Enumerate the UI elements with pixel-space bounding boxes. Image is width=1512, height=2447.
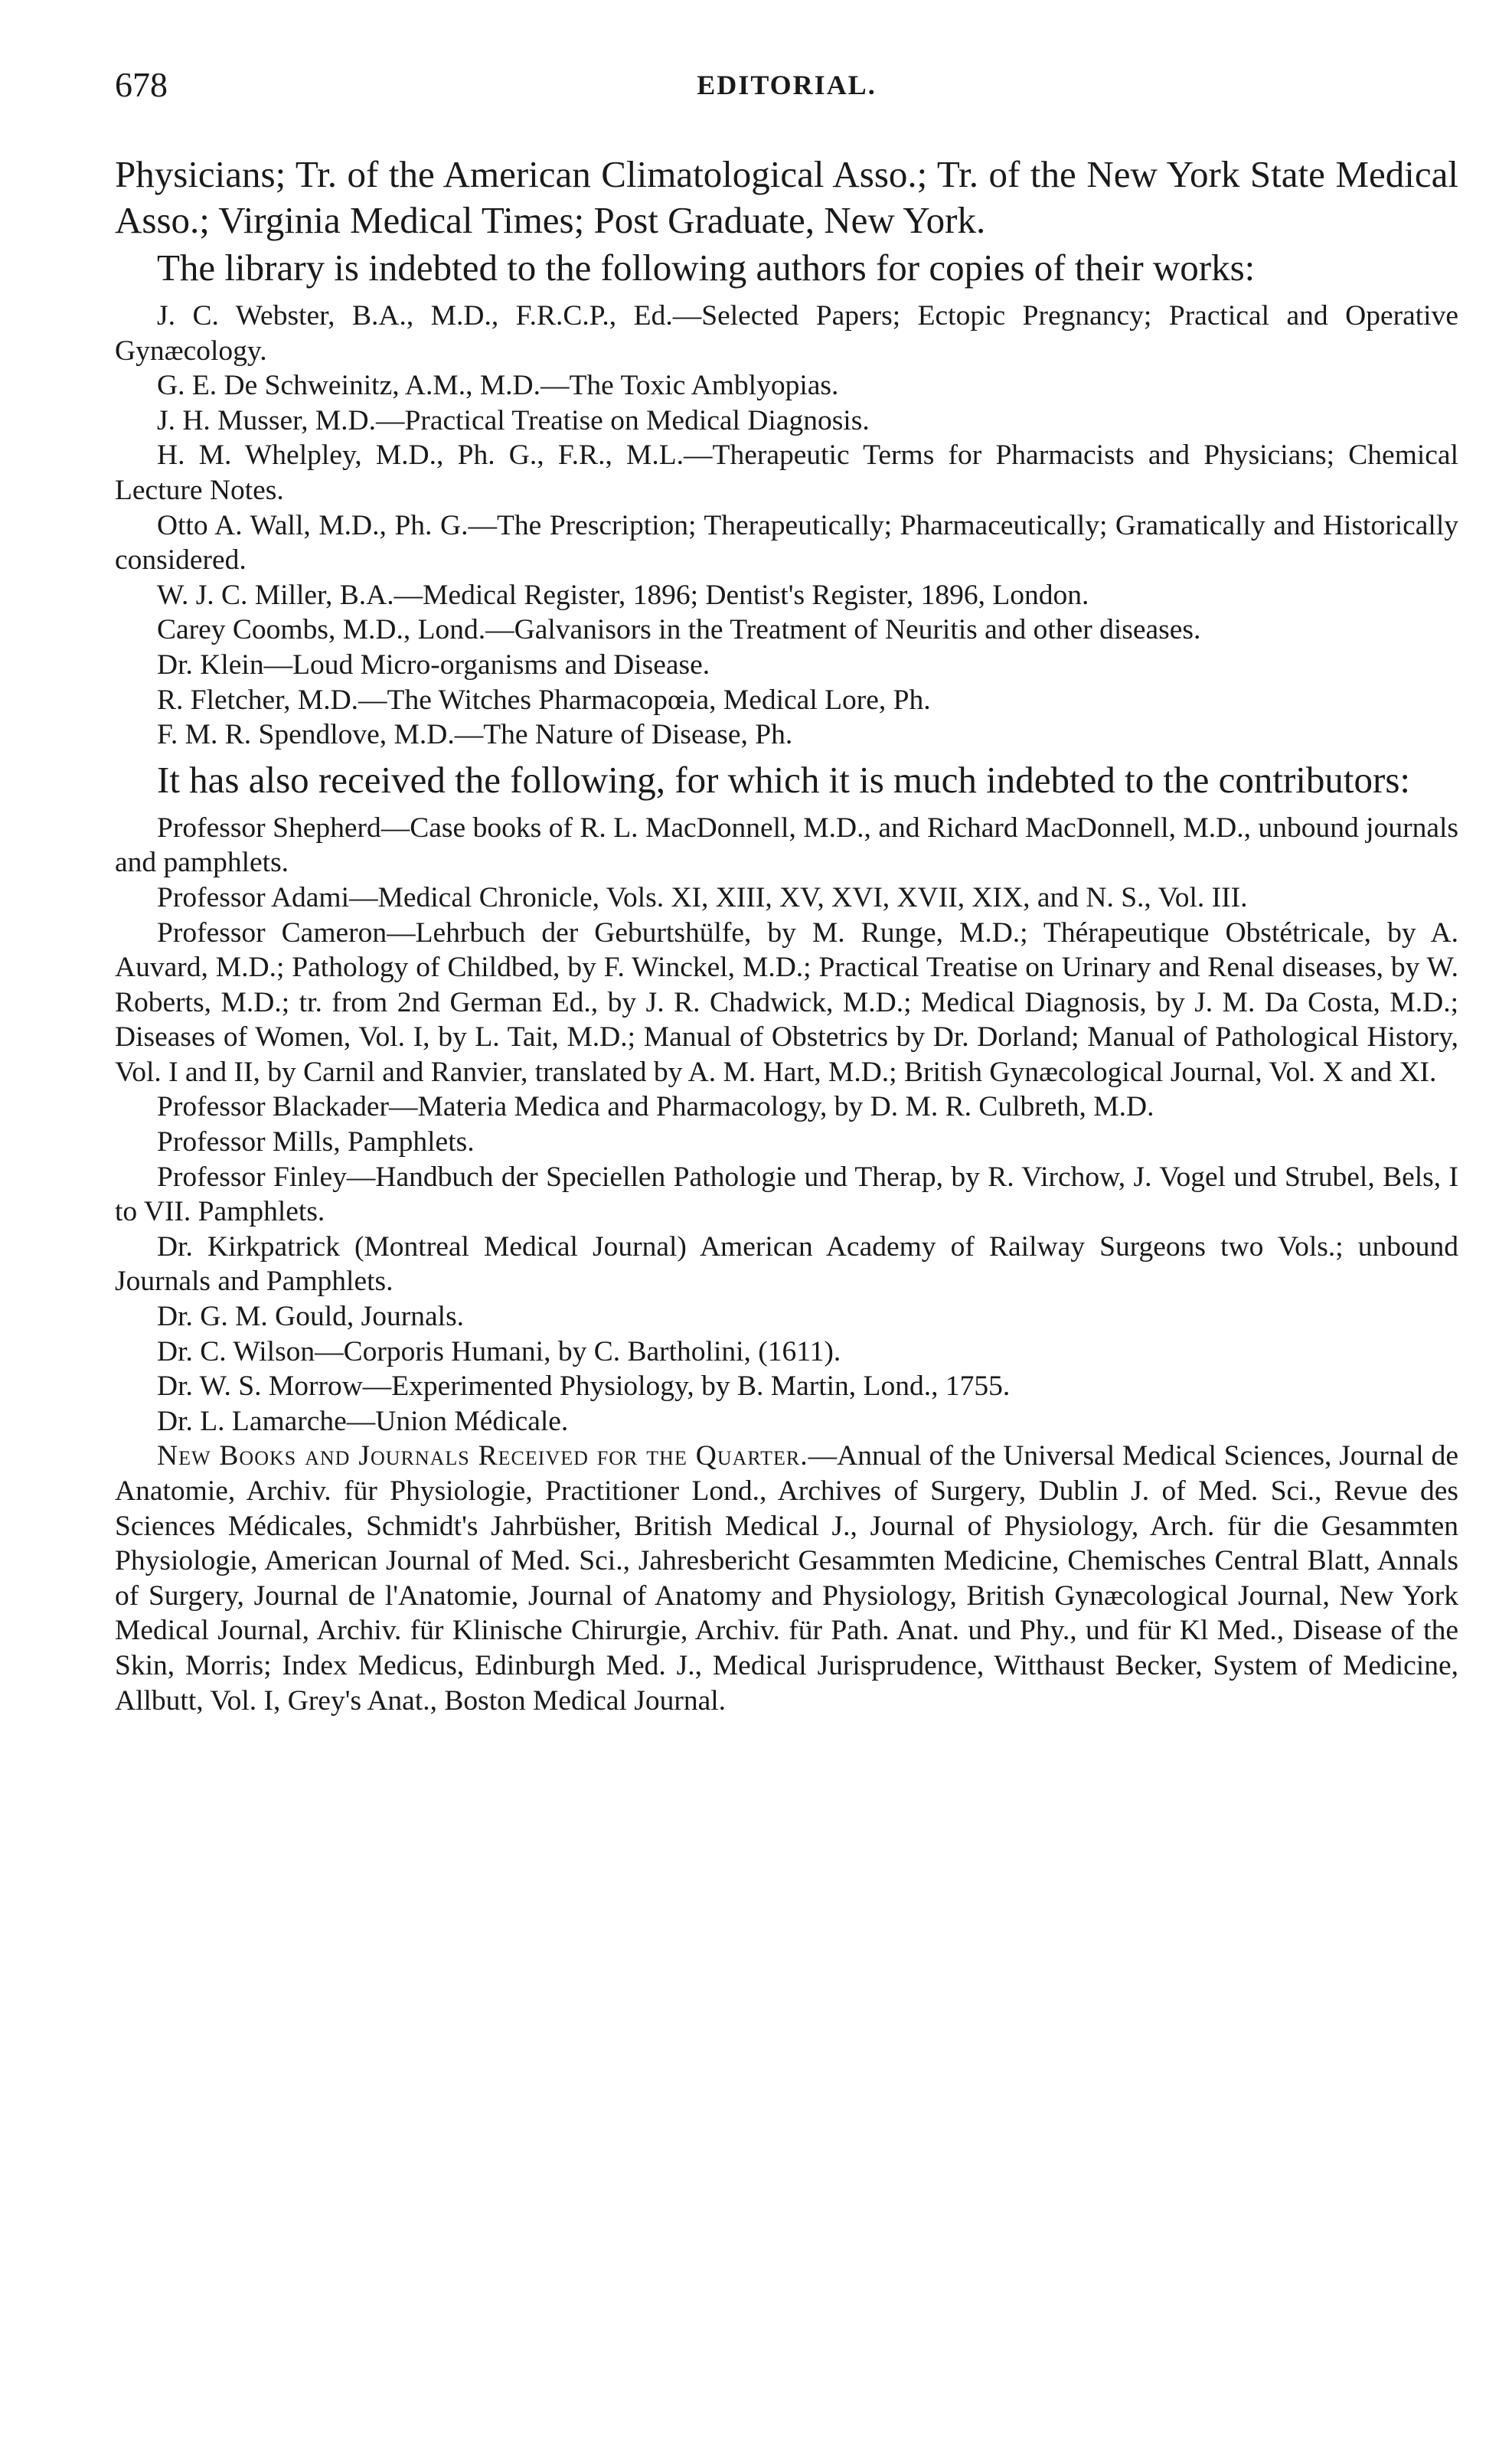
- contributor-entry: Professor Adami—Medical Chronicle, Vols. XI, XIII, XV, XVI, XVII, XIX, and N. S., Vol. III.: [157, 881, 1248, 913]
- contributor-entry: Professor Mills, Pamphlets.: [157, 1126, 475, 1158]
- contributor-entry: Professor Finley—Handbuch der Speciellen Pathologie und Therap, by R. Virchow, J. Vogel und Strubel, Bels, I to VII. Pamphlets.: [115, 1161, 1458, 1228]
- exchanges-continued-paragraph: Physicians; Tr. of the American Climatological Asso.; Tr. of the New York State Medical Asso.; Virginia Medical Times; Post Graduate, New York.: [115, 153, 1458, 241]
- contributor-entry: Professor Blackader—Materia Medica and Pharmacology, by D. M. R. Culbreth, M.D.: [157, 1091, 1154, 1123]
- contributor-entry: Dr. C. Wilson—Corporis Humani, by C. Bartholini, (1611).: [157, 1335, 841, 1367]
- contributor-entry: Dr. G. M. Gould, Journals.: [157, 1301, 465, 1333]
- author-entry: J. H. Musser, M.D.—Practical Treatise on Medical Diagnosis.: [157, 404, 870, 436]
- author-entry: R. Fletcher, M.D.—The Witches Pharmacopœia, Medical Lore, Ph.: [157, 684, 931, 716]
- author-entry: Dr. Klein—Loud Micro-organisms and Disease.: [157, 649, 710, 681]
- page-header: [115, 64, 1458, 110]
- author-entry: G. E. De Schweinitz, A.M., M.D.—The Toxic Amblyopias.: [157, 370, 839, 402]
- new-books-text: —Annual of the Universal Medical Sciences, Journal de Anatomie, Archiv. für Physiologie, Practitioner Lond., Archives of Surgery, Dublin J. of Med. Sci., Revue des Sciences Médicales, Schmidt's Jahrbüsher, British Medical J., Journal of Physiology, Arch. für die Gesammten Physiologie, American Journal of Med. Sci., Jahresbericht Gesammten Medicine, Chemisches Central Blatt, Annals of Surgery, Journal de l'Anatomie, Journal of Anatomy and Physiology, British Gynæcological Journal, New York Medical Journal, Archiv. für Klinische Chirurgie, Archiv. für Path. Anat. und Phy., und für Kl Med., Disease of the Skin, Morris; Index Medicus, Edinburgh Med. J., Medical Jurisprudence, Witthaust Becker, System of Medicine, Allbutt, Vol. I, Grey's Anat., Boston Medical Journal.: [115, 1440, 1458, 1717]
- author-entry: F. M. R. Spendlove, M.D.—The Nature of Disease, Ph.: [157, 719, 793, 751]
- author-entry: H. M. Whelpley, M.D., Ph. G., F.R., M.L.—Therapeutic Terms for Pharmacists and Physicians; Chemical Lecture Notes.: [115, 439, 1458, 506]
- contributor-entry: Dr. Kirkpatrick (Montreal Medical Journal) American Academy of Railway Surgeons two Vols.; unbound Journals and Pamphlets.: [115, 1230, 1458, 1298]
- contributor-entry: Dr. W. S. Morrow—Experimented Physiology, by B. Martin, Lond., 1755.: [157, 1371, 1011, 1403]
- author-entry: J. C. Webster, B.A., M.D., F.R.C.P., Ed.—Selected Papers; Ectopic Pregnancy; Practical and Operative Gynæcology.: [115, 300, 1458, 367]
- page-body: [115, 152, 1458, 1718]
- running-head: EDITORIAL.: [697, 70, 877, 100]
- authors-intro-paragraph: The library is indebted to the following authors for copies of their works:: [157, 247, 1256, 289]
- contributors-intro-paragraph: It has also received the following, for which it is much indebted to the contributors:: [157, 758, 1411, 801]
- author-entry: Otto A. Wall, M.D., Ph. G.—The Prescription; Therapeutically; Pharmaceutically; Gramatically and Historically considered.: [115, 509, 1458, 577]
- author-entry: Carey Coombs, M.D., Lond.—Galvanisors in the Treatment of Neuritis and other diseases.: [157, 614, 1201, 646]
- new-books-heading: New Books and Journals Received for the Quarter.: [157, 1440, 808, 1472]
- author-entry: W. J. C. Miller, B.A.—Medical Register, 1896; Dentist's Register, 1896, London.: [157, 579, 1089, 611]
- new-books-paragraph: [115, 1439, 1458, 1718]
- contributor-entry: Dr. L. Lamarche—Union Médicale.: [157, 1405, 569, 1437]
- contributor-entry: Professor Cameron—Lehrbuch der Geburtshülfe, by M. Runge, M.D.; Thérapeutique Obstétricale, by A. Auvard, M.D.; Pathology of Childbed, by F. Winckel, M.D.; Practical Treatise on Urinary and Renal diseases, by W. Roberts, M.D.; tr. from 2nd German Ed., by J. R. Chadwick, M.D.; Medical Diagnosis, by J. M. Da Costa, M.D.; Diseases of Women, Vol. I, by L. Tait, M.D.; Manual of Obstetrics by Dr. Dorland; Manual of Pathological History, Vol. I and II, by Carnil and Ranvier, translated by A. M. Hart, M.D.; British Gynæcological Journal, Vol. X and XI.: [115, 916, 1458, 1088]
- authors-list: [115, 299, 1458, 753]
- contributor-entry: Professor Shepherd—Case books of R. L. MacDonnell, M.D., and Richard MacDonnell, M.D., unbound journals and pamphlets.: [115, 812, 1458, 879]
- contributors-list: [115, 811, 1458, 1439]
- page-number: 678: [115, 65, 168, 104]
